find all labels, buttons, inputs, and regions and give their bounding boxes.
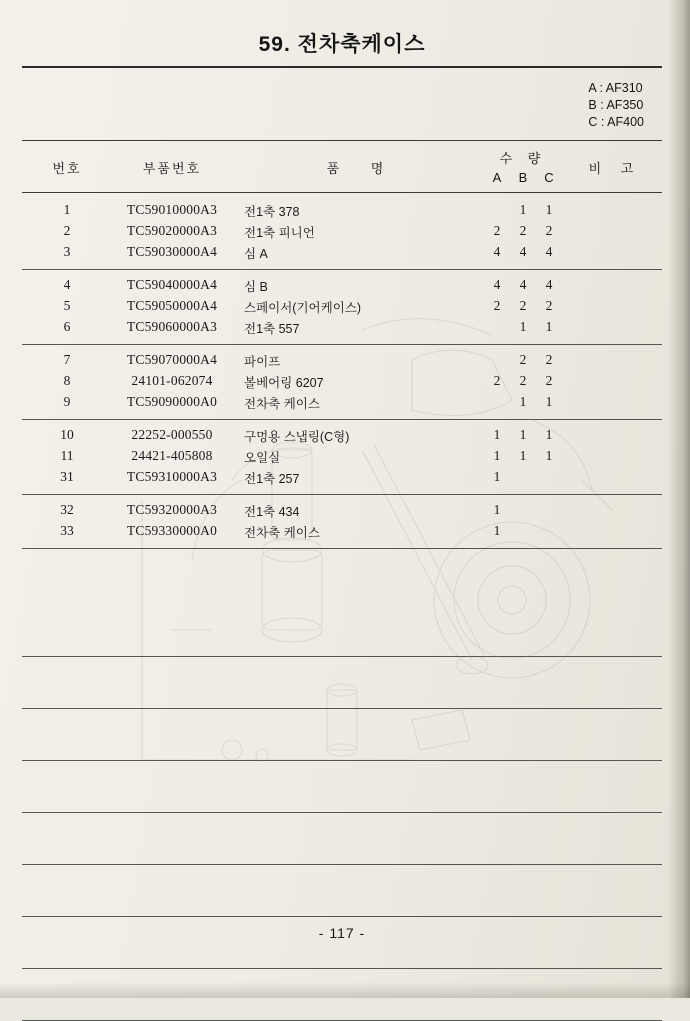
cell-qty-b: 1 bbox=[519, 394, 527, 409]
cell-no: 8 bbox=[63, 373, 71, 388]
cell-qty-a: 2 bbox=[493, 223, 501, 238]
table-row bbox=[22, 223, 662, 244]
cell-name: 오일실 bbox=[244, 451, 281, 465]
cell-qty-c: 4 bbox=[545, 244, 553, 259]
page-title: 59. 전차축케이스 bbox=[258, 33, 426, 56]
cell-no: 11 bbox=[60, 448, 74, 463]
legend-line-a: A : AF310 bbox=[588, 81, 643, 95]
empty-row-divider bbox=[22, 708, 662, 709]
cell-part-no: TC59070000A4 bbox=[126, 352, 218, 367]
model-legend bbox=[588, 80, 644, 131]
cell-qty-b: 2 bbox=[519, 373, 527, 388]
cell-qty-a: 4 bbox=[493, 244, 501, 259]
cell-no: 33 bbox=[60, 523, 74, 538]
cell-no: 1 bbox=[63, 202, 71, 217]
table-row bbox=[22, 448, 662, 469]
cell-qty-c: 1 bbox=[545, 202, 553, 217]
cell-name: 심 A bbox=[244, 247, 268, 261]
cell-no: 32 bbox=[60, 502, 74, 517]
table-row bbox=[22, 277, 662, 298]
page-content bbox=[22, 0, 668, 998]
cell-part-no: 24421-405808 bbox=[131, 448, 213, 463]
cell-qty-b: 2 bbox=[519, 223, 527, 238]
cell-qty-b: 2 bbox=[519, 298, 527, 313]
cell-qty-b: 1 bbox=[519, 202, 527, 217]
cell-name: 전차축 케이스 bbox=[244, 397, 320, 411]
cell-qty-b: 4 bbox=[519, 277, 527, 292]
cell-qty-b: 1 bbox=[519, 427, 527, 442]
cell-part-no: TC59330000A0 bbox=[126, 523, 218, 538]
cell-name: 전1축 557 bbox=[244, 322, 300, 336]
cell-qty-b: 1 bbox=[519, 319, 527, 334]
cell-name: 전1축 피니언 bbox=[244, 226, 315, 240]
group-divider bbox=[22, 494, 662, 495]
cell-qty-c: 1 bbox=[545, 427, 553, 442]
cell-part-no: TC59310000A3 bbox=[126, 469, 218, 484]
title-divider bbox=[22, 66, 662, 68]
empty-row-divider bbox=[22, 864, 662, 865]
cell-part-no: TC59090000A0 bbox=[126, 394, 218, 409]
cell-no: 5 bbox=[63, 298, 71, 313]
table-row bbox=[22, 202, 662, 223]
header-name: 품 명 bbox=[326, 161, 398, 176]
cell-qty-a: 1 bbox=[493, 427, 501, 442]
cell-no: 9 bbox=[63, 394, 71, 409]
cell-part-no: TC59060000A3 bbox=[126, 319, 218, 334]
legend-line-c: C : AF400 bbox=[588, 115, 644, 129]
header-no: 번호 bbox=[52, 161, 82, 176]
empty-row-divider bbox=[22, 760, 662, 761]
cell-qty-a: 1 bbox=[493, 502, 501, 517]
cell-name: 전1축 257 bbox=[244, 472, 300, 486]
cell-name: 전1축 378 bbox=[244, 205, 300, 219]
cell-part-no: TC59050000A4 bbox=[126, 298, 218, 313]
cell-part-no: TC59010000A3 bbox=[126, 202, 218, 217]
table-row bbox=[22, 469, 662, 490]
cell-part-no: TC59320000A3 bbox=[126, 502, 218, 517]
table-row bbox=[22, 244, 662, 265]
cell-qty-a: 1 bbox=[493, 469, 501, 484]
cell-no: 6 bbox=[63, 319, 71, 334]
empty-row-divider bbox=[22, 812, 662, 813]
cell-name: 심 B bbox=[244, 280, 268, 294]
cell-part-no: 24101-062074 bbox=[131, 373, 213, 388]
table-row bbox=[22, 352, 662, 373]
cell-qty-a: 2 bbox=[493, 373, 501, 388]
cell-qty-c: 2 bbox=[545, 352, 553, 367]
cell-part-no: TC59040000A4 bbox=[126, 277, 218, 292]
cell-qty-c: 2 bbox=[545, 373, 553, 388]
group-divider bbox=[22, 269, 662, 270]
cell-qty-a: 2 bbox=[493, 298, 501, 313]
empty-row-divider bbox=[22, 968, 662, 969]
cell-qty-c: 2 bbox=[545, 223, 553, 238]
header-qty: 수 량 bbox=[499, 151, 547, 166]
cell-qty-a: 1 bbox=[493, 448, 501, 463]
cell-no: 2 bbox=[63, 223, 71, 238]
cell-no: 31 bbox=[60, 469, 74, 484]
cell-no: 4 bbox=[63, 277, 71, 292]
cell-qty-b: 4 bbox=[519, 244, 527, 259]
header-qty-a: A bbox=[492, 170, 502, 185]
cell-qty-c: 2 bbox=[545, 298, 553, 313]
cell-name: 스페이서(기어케이스) bbox=[244, 301, 362, 315]
cell-qty-c: 4 bbox=[545, 277, 553, 292]
cell-qty-b: 2 bbox=[519, 352, 527, 367]
group-divider bbox=[22, 419, 662, 420]
cell-qty-a: 1 bbox=[493, 523, 501, 538]
legend-line-b: B : AF350 bbox=[588, 98, 644, 112]
cell-part-no: TC59030000A4 bbox=[126, 244, 218, 259]
page-edge-shadow-right bbox=[668, 0, 690, 998]
header-bottom-rule bbox=[22, 192, 662, 193]
cell-qty-b: 1 bbox=[519, 448, 527, 463]
empty-row-divider bbox=[22, 916, 662, 917]
header-remark: 비 고 bbox=[588, 161, 642, 176]
cell-name: 구멍용 스냅링(C형) bbox=[244, 430, 350, 444]
cell-no: 10 bbox=[60, 427, 74, 442]
table-row bbox=[22, 394, 662, 415]
table-row bbox=[22, 427, 662, 448]
page-number: - 117 - bbox=[318, 925, 366, 941]
group-divider bbox=[22, 548, 662, 549]
table-header bbox=[22, 140, 662, 192]
cell-qty-a: 4 bbox=[493, 277, 501, 292]
header-part-no: 부품번호 bbox=[142, 161, 202, 176]
cell-qty-c: 1 bbox=[545, 394, 553, 409]
cell-name: 파이프 bbox=[244, 355, 281, 369]
header-qty-b: B bbox=[518, 170, 528, 185]
cell-no: 7 bbox=[63, 352, 71, 367]
page-edge-shadow-bottom bbox=[0, 982, 690, 998]
header-qty-c: C bbox=[544, 170, 554, 185]
cell-name: 볼베어링 6207 bbox=[244, 376, 324, 390]
cell-name: 전1축 434 bbox=[244, 505, 300, 519]
cell-qty-c: 1 bbox=[545, 448, 553, 463]
empty-row-divider bbox=[22, 656, 662, 657]
cell-part-no: 22252-000550 bbox=[131, 427, 213, 442]
table-row bbox=[22, 502, 662, 523]
cell-qty-c: 1 bbox=[545, 319, 553, 334]
cell-no: 3 bbox=[63, 244, 71, 259]
table-row bbox=[22, 319, 662, 340]
group-divider bbox=[22, 344, 662, 345]
table-row bbox=[22, 373, 662, 394]
table-row bbox=[22, 523, 662, 544]
cell-name: 전차축 케이스 bbox=[244, 526, 320, 540]
table-row bbox=[22, 298, 662, 319]
cell-part-no: TC59020000A3 bbox=[126, 223, 218, 238]
